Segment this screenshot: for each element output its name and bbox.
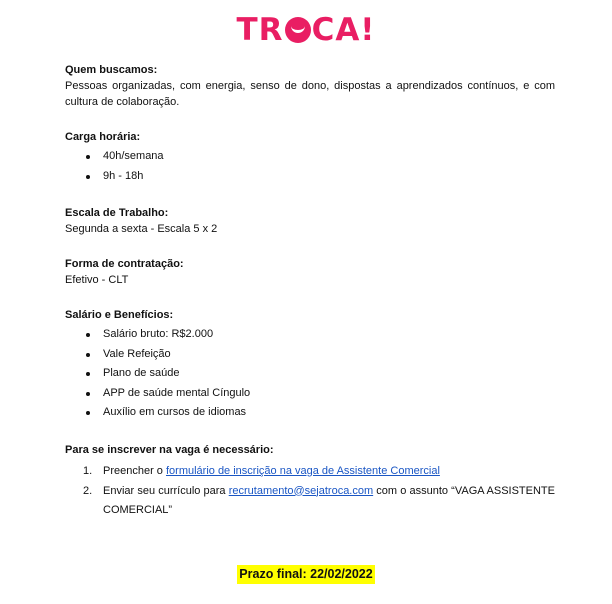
section-text: Segunda a sexta - Escala 5 x 2 (65, 223, 218, 235)
troca-logo (0, 12, 612, 48)
section-heading: Quem buscamos: (65, 64, 158, 76)
step-number: 2. (83, 484, 93, 497)
section-heading: Para se inscrever na vaga é necessário: (65, 443, 274, 456)
list-item: Salário bruto: R$2.000 (65, 325, 555, 345)
application-form-link[interactable]: formulário de inscrição na vaga de Assistente Comercial (165, 464, 440, 477)
list-item: APP de saúde mental Cíngulo (65, 384, 555, 404)
section-text: Efetivo - CLT (65, 274, 129, 286)
step-item (65, 462, 555, 481)
bullet-list (65, 325, 555, 423)
section-escala (65, 205, 555, 237)
list-item: 40h/semana (65, 147, 555, 167)
section-heading: Forma de contratação: (65, 258, 184, 270)
logo-wordmark (237, 12, 376, 48)
step-text: Preencher o (103, 464, 166, 477)
steps-list (65, 462, 555, 520)
section-salario-beneficios (65, 307, 555, 423)
list-item: Plano de saúde (65, 364, 555, 384)
section-heading: Carga horária: (65, 131, 141, 143)
section-heading: Salário e Benefícios: (65, 309, 174, 321)
section-heading: Escala de Trabalho: (65, 207, 169, 219)
smile-o-icon (285, 17, 311, 43)
deadline-text: Prazo final: 22/02/2022 (237, 565, 374, 584)
step-item (65, 482, 555, 520)
list-item: 9h - 18h (65, 167, 555, 187)
section-forma-contratacao (65, 256, 555, 288)
step-text-after: com o assunto “VAGA ASSISTENTE COMERCIAL” (103, 484, 555, 516)
step-number: 1. (83, 464, 93, 477)
posting-content (65, 62, 555, 539)
section-text: Pessoas organizadas, com energia, senso de dono, dispostas a aprendizados contínuos, e com cultura de colaboração. (65, 80, 555, 108)
deadline-banner (0, 565, 612, 584)
list-item: Vale Refeição (65, 345, 555, 365)
section-carga-horaria (65, 129, 555, 186)
section-inscricao (65, 442, 555, 520)
bullet-list (65, 147, 555, 186)
section-quem-buscamos (65, 62, 555, 110)
list-item: Auxílio em cursos de idiomas (65, 403, 555, 423)
logo-text-start: TR (236, 12, 284, 48)
recruitment-email-link[interactable]: recrutamento@sejatroca.com (228, 484, 374, 497)
step-text: Enviar seu currículo para (103, 484, 229, 497)
logo-text-end: CA! (311, 12, 376, 48)
